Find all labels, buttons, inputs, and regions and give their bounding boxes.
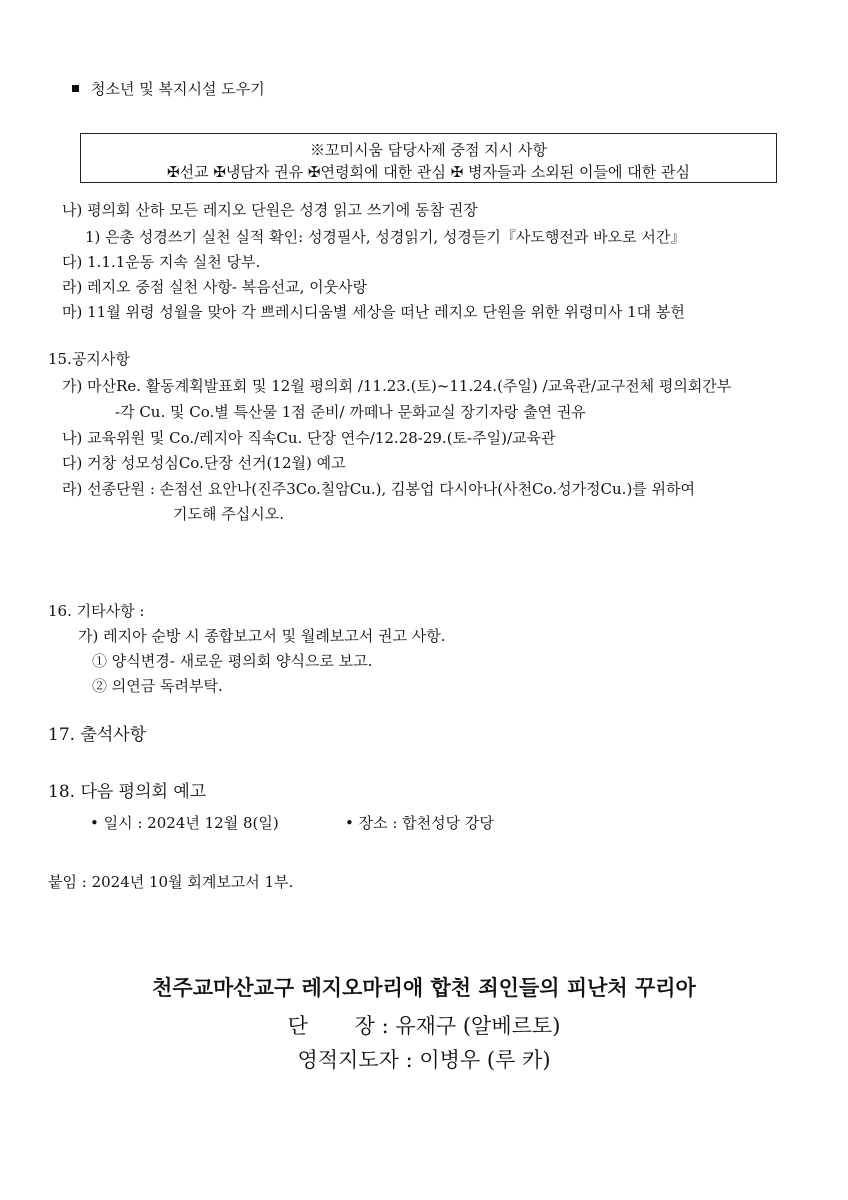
section-15-heading: 15.공지사항 <box>48 350 130 368</box>
item-15-na: 나) 교육위원 및 Co./레지아 직속Cu. 단장 연수/12.28-29.(토-주일)/교육관 <box>62 429 556 447</box>
item-14-da: 다) 1.1.1운동 지속 실천 당부. <box>62 253 261 271</box>
leader-line: 단 장 : 유재구 (알베르토) <box>287 1014 561 1038</box>
bullet-text: 청소년 및 복지시설 도우기 <box>91 80 265 98</box>
item-15-ra-cont: 기도해 주십시오. <box>173 505 284 523</box>
spiritual-director-line: 영적지도자 : 이병우 (루 카) <box>297 1048 551 1072</box>
meeting-place: • 장소 : 합천성당 강당 <box>345 814 494 832</box>
notice-items: ✠선교 ✠냉담자 권유 ✠연령회에 대한 관심 ✠ 병자들과 소외된 이들에 대한 관심 <box>167 163 690 181</box>
item-15-ga: 가) 마산Re. 활동계획발표회 및 12월 평의회 /11.23.(토)~11.24.(주일) /교육관/교구전체 평의회간부 <box>62 377 732 395</box>
item-15-da: 다) 거창 성모성심Co.단장 선거(12월) 예고 <box>62 454 346 472</box>
meeting-date: • 일시 : 2024년 12월 8(일) <box>90 814 279 832</box>
item-14-na: 나) 평의회 산하 모든 레지오 단원은 성경 읽고 쓰기에 동참 권장 <box>62 201 478 219</box>
item-14-ra: 라) 레지오 중점 실천 사항- 복음선교, 이웃사랑 <box>62 278 368 296</box>
bullet-item <box>72 80 265 98</box>
section-16-heading: 16. 기타사항 : <box>48 602 145 620</box>
item-14-na-sub: 1) 은총 성경쓰기 실천 실적 확인: 성경필사, 성경읽기, 성경듣기『사도행전과 바오로 서간』 <box>85 228 686 246</box>
item-14-ma: 마) 11월 위령 성월을 맞아 각 쁘레시디움별 세상을 떠난 레지오 단원을 위한 위령미사 1대 봉헌 <box>62 303 685 321</box>
item-15-ga-cont: -각 Cu. 및 Co.별 특산물 1점 준비/ 까떼나 문화교실 장기자랑 출연 권유 <box>115 403 586 421</box>
organization-name: 천주교마산교구 레지오마리애 합천 죄인들의 피난처 꾸리아 <box>152 975 696 1000</box>
notice-title: ※꼬미시움 담당사제 중점 지시 사항 <box>310 141 547 159</box>
item-16-2: ② 의연금 독려부탁. <box>92 677 223 695</box>
item-15-ra: 라) 선종단원 : 손점선 요안나(진주3Co.칠암Cu.), 김봉업 다시아나(사천Co.성가정Cu.)를 위하여 <box>62 480 696 498</box>
section-17-heading: 17. 출석사항 <box>48 725 147 745</box>
section-18-heading: 18. 다음 평의회 예고 <box>48 782 207 802</box>
square-bullet-icon <box>72 85 79 92</box>
item-16-1: ① 양식변경- 새로운 평의회 양식으로 보고. <box>92 652 373 670</box>
attachment-note: 붙임 : 2024년 10월 회계보고서 1부. <box>48 873 294 891</box>
notice-box <box>80 133 777 183</box>
item-16-ga: 가) 레지아 순방 시 종합보고서 및 월례보고서 권고 사항. <box>78 627 446 645</box>
